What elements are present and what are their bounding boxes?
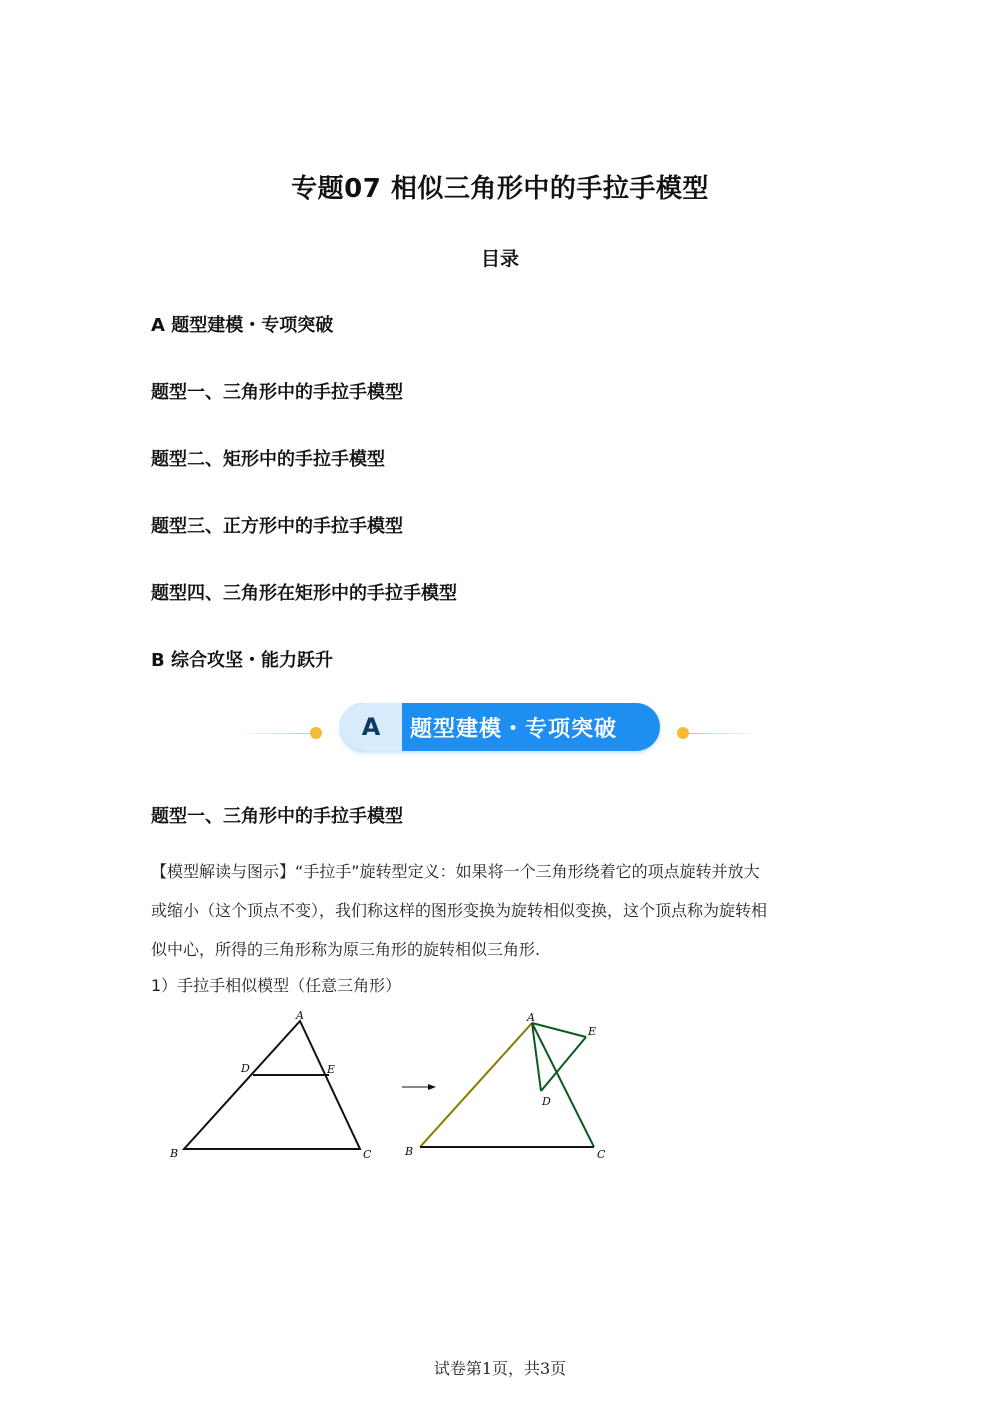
label-e-left: E (327, 1063, 336, 1076)
paragraph-line-2: 或缩小（这个顶点不变），我们称这样的图形变换为旋转相似变换，这个顶点称为旋转相 (151, 901, 768, 920)
label-a-right: A (527, 1011, 535, 1024)
label-c-left: C (363, 1148, 372, 1161)
left-triangle-figure (169, 1009, 372, 1161)
label-c-right: C (597, 1148, 606, 1161)
label-b-right: B (405, 1145, 414, 1158)
segment-ae-right (532, 1023, 586, 1037)
banner-right-line (683, 733, 761, 734)
label-e-right: E (588, 1025, 597, 1038)
section-banner (340, 703, 660, 751)
sub-heading: 1）手拉手相似模型（任意三角形） (151, 976, 402, 995)
segment-ab-right (420, 1023, 532, 1147)
page-title: 专题07 相似三角形中的手拉手模型 (291, 174, 709, 204)
right-triangle-figure (404, 1011, 606, 1161)
paragraph-line-1: 【模型解读与图示】“手拉手”旋转型定义：如果将一个三角形绕着它的项点旋转并放大 (151, 862, 760, 881)
section-heading: 题型一、三角形中的手拉手模型 (151, 806, 403, 827)
arrow-head (428, 1084, 436, 1090)
triangle-abc-left (184, 1021, 360, 1149)
paragraph-line-3: 似中心，所得的三角形称为原三角形的旋转相似三角形. (151, 940, 541, 959)
segment-ac-right (532, 1023, 597, 1147)
segment-de-right (541, 1037, 586, 1091)
hand-in-hand-figure (160, 1005, 620, 1165)
toc-heading: 目录 (480, 248, 519, 270)
label-b-left: B (170, 1147, 179, 1160)
page-footer: 试卷第1页，共3页 (433, 1359, 567, 1378)
toc-item-type-4[interactable]: 题型四、三角形在矩形中的手拉手模型 (151, 583, 457, 604)
toc-item-a[interactable]: A 题型建模・专项突破 (151, 315, 334, 336)
toc-item-b[interactable]: B 综合攻坚・能力跃升 (151, 650, 333, 671)
transform-arrow (402, 1084, 436, 1090)
label-a-left: A (296, 1009, 304, 1022)
model-description (151, 852, 851, 969)
banner-text: 题型建模・专项突破 (410, 716, 618, 742)
banner-left-line (238, 733, 316, 734)
banner-left-dot (310, 727, 322, 739)
toc-item-type-3[interactable]: 题型三、正方形中的手拉手模型 (151, 516, 403, 537)
label-d-right: D (542, 1095, 551, 1108)
label-d-left: D (241, 1062, 250, 1075)
banner-letter: A (340, 703, 402, 751)
toc-item-type-2[interactable]: 题型二、矩形中的手拉手模型 (151, 449, 385, 470)
toc-item-type-1[interactable]: 题型一、三角形中的手拉手模型 (151, 382, 403, 403)
